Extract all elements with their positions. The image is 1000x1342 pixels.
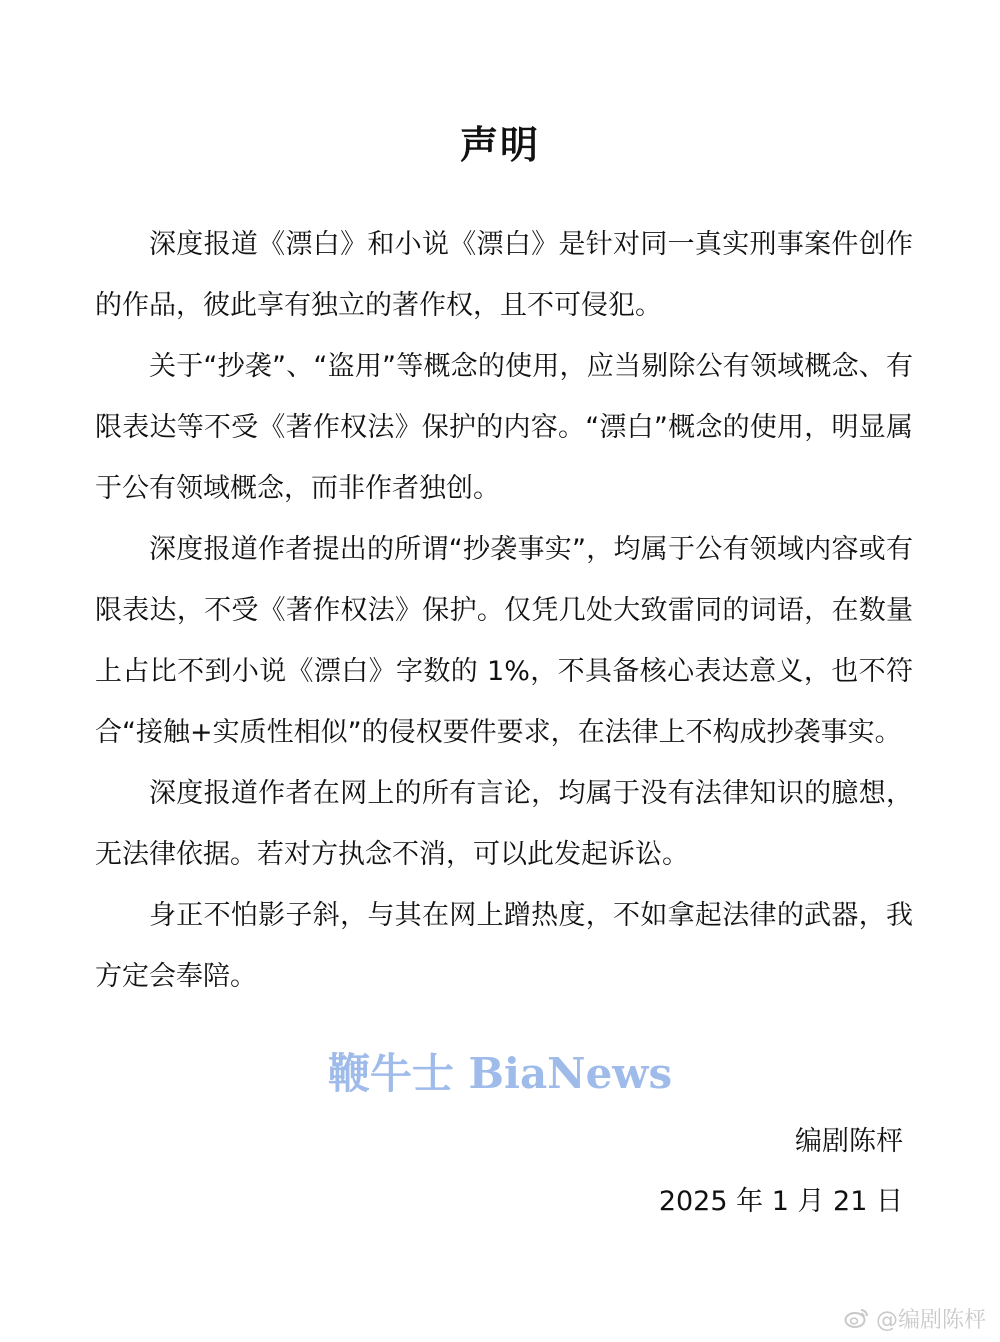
statement-title: 声明 [459,123,540,167]
bianews-watermark: 鞭牛士 BiaNews [327,1049,673,1098]
weibo-logo-icon [844,1307,870,1329]
statement-body [95,214,913,1007]
weibo-watermark [844,1300,986,1336]
paragraph-3: 深度报道作者提出的所谓“抄袭事实”，均属于公有领域内容或有限表达，不受《著作权法》保护。仅凭几处大致雷同的词语，在数量上占比不到小说《漂白》字数的 1%，不具备核心表达意义，也不符合“接触+实质性相似”的侵权要件要求，在法律上不构成抄袭事实。 [95,534,913,748]
paragraph-4: 深度报道作者在网上的所有言论，均属于没有法律知识的臆想，无法律依据。若对方执念不消，可以此发起诉讼。 [95,778,913,870]
paragraph-2: 关于“抄袭”、“盗用”等概念的使用，应当剔除公有领域概念、有限表达等不受《著作权法》保护的内容。“漂白”概念的使用，明显属于公有领域概念，而非作者独创。 [95,351,913,504]
paragraph-5: 身正不怕影子斜，与其在网上蹭热度，不如拿起法律的武器，我方定会奉陪。 [95,900,913,992]
statement-date: 2025 年 1 月 21 日 [658,1186,903,1217]
signature: 编剧陈枰 [795,1126,903,1157]
weibo-handle: @编剧陈枰 [875,1307,986,1333]
paragraph-1: 深度报道《漂白》和小说《漂白》是针对同一真实刑事案件创作的作品，彼此享有独立的著作权，且不可侵犯。 [95,229,913,321]
